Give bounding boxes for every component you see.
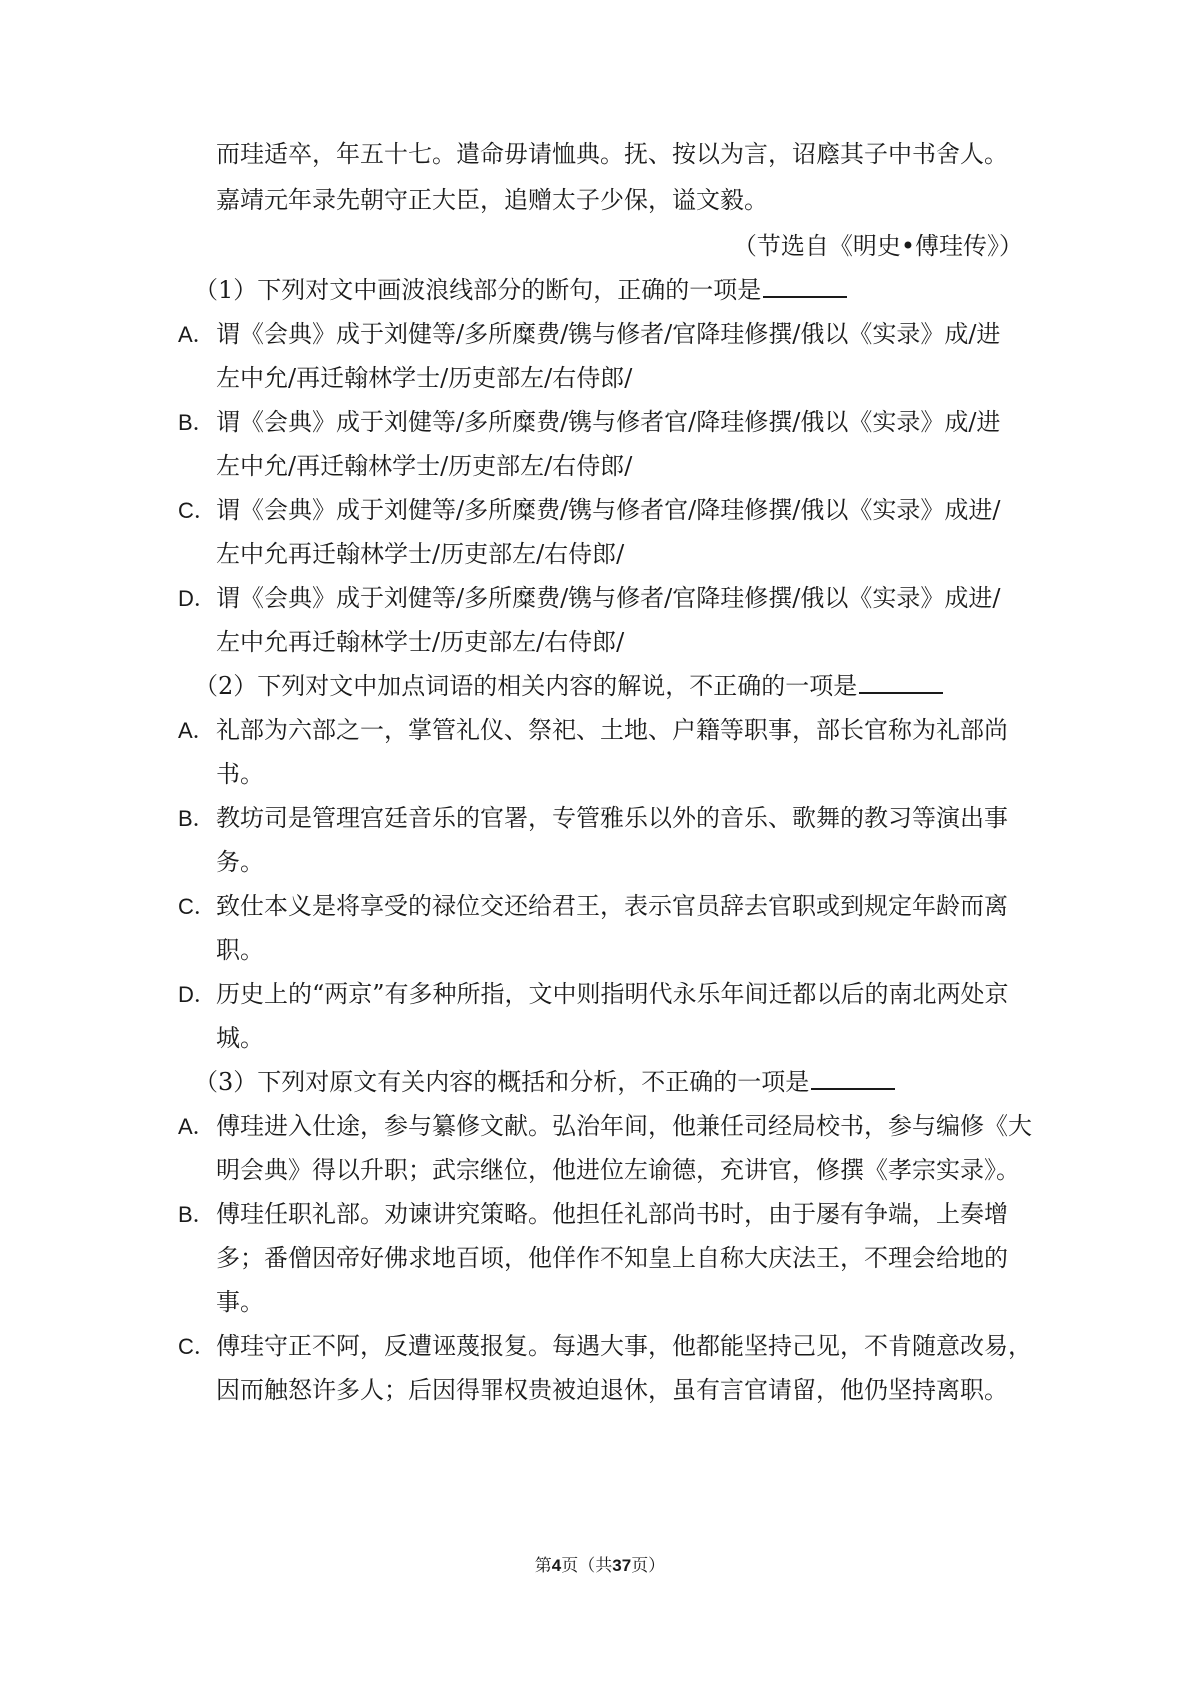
footer-middle: 页（共 [561,1556,613,1576]
option-continuation: 多；番僧因帝好佛求地百顷，他佯作不知皇上自称大庆法王，不理会给地的 [216,1244,1008,1272]
answer-blank [763,274,847,298]
option-continuation: 务。 [216,848,264,876]
option-continuation: 因而触怒许多人；后因得罪权贵被迫退休，虽有言官请留，他仍坚持离职。 [216,1376,1008,1404]
footer-suffix: 页） [631,1556,666,1576]
option-letter: C． [178,1334,216,1359]
q1-option-b [178,406,1000,439]
option-continuation: 事。 [216,1288,264,1316]
option-letter: A． [178,322,215,347]
question-2-stem [194,670,943,702]
option-continuation: 左中允/再迁翰林学士/历吏部左/右侍郎/ [216,364,633,392]
option-text: 历史上的“两京”有多种所指，文中则指明代永乐年间迁都以后的南北两处京 [216,980,1009,1008]
q2-option-c [178,890,1008,923]
q2-option-a [178,714,1008,747]
question-1-stem [194,274,847,306]
question-stem-text: （2）下列对文中加点词语的相关内容的解说，不正确的一项是 [194,672,858,700]
passage-line: 嘉靖元年录先朝守正大臣，追赠太子少保，谥文毅。 [216,186,768,214]
option-text: 傅珪守正不阿，反遭诬蔑报复。每遇大事，他都能坚持己见，不肯随意改易， [216,1332,1032,1360]
q1-option-c [178,494,1000,527]
option-text: 傅珪进入仕途，参与纂修文献。弘治年间，他兼任司经局校书，参与编修《大 [216,1112,1032,1140]
option-text: 礼部为六部之一，掌管礼仪、祭祀、土地、户籍等职事，部长官称为礼部尚 [216,716,1008,744]
footer-prefix: 第 [534,1556,552,1576]
total-pages: 37 [612,1556,632,1575]
option-letter: B． [178,806,215,831]
q3-option-c [178,1330,1032,1363]
option-letter: C． [178,894,216,919]
q3-option-b [178,1198,1008,1231]
q1-option-a [178,318,1000,351]
option-text: 教坊司是管理宫廷音乐的官署，专管雅乐以外的音乐、歌舞的教习等演出事 [216,804,1008,832]
page-footer [0,1554,1200,1578]
option-text: 谓《会典》成于刘健等/多所糜费/镌与修者/官降珪修撰/俄以《实录》成/进 [216,320,1001,348]
option-text: 傅珪任职礼部。劝谏讲究策略。他担任礼部尚书时，由于屡有争端，上奏增 [216,1200,1008,1228]
q1-option-d [178,582,1000,615]
passage-line: 而珪适卒，年五十七。遣命毋请恤典。抚、按以为言，诏廕其子中书舍人。 [216,140,1008,168]
option-letter: C． [178,498,216,523]
option-continuation: 书。 [216,760,264,788]
option-text: 谓《会典》成于刘健等/多所糜费/镌与修者官/降珪修撰/俄以《实录》成进/ [216,496,1001,524]
question-stem-text: （1）下列对文中画波浪线部分的断句，正确的一项是 [194,276,762,304]
page-number: 4 [551,1556,562,1575]
q3-option-a [178,1110,1032,1143]
option-continuation: 明会典》得以升职；武宗继位，他进位左谕德，充讲官，修撰《孝宗实录》。 [216,1156,1020,1184]
option-text: 谓《会典》成于刘健等/多所糜费/镌与修者官/降珪修撰/俄以《实录》成/进 [216,408,1001,436]
option-continuation: 城。 [216,1024,264,1052]
q2-option-b [178,802,1008,835]
option-continuation: 职。 [216,936,264,964]
option-text: 谓《会典》成于刘健等/多所糜费/镌与修者/官降珪修撰/俄以《实录》成进/ [216,584,1001,612]
option-letter: B． [178,410,215,435]
option-letter: A． [178,718,215,743]
option-continuation: 左中允再迁翰林学士/历吏部左/右侍郎/ [216,540,625,568]
option-continuation: 左中允/再迁翰林学士/历吏部左/右侍郎/ [216,452,633,480]
option-continuation: 左中允再迁翰林学士/历吏部左/右侍郎/ [216,628,625,656]
option-text: 致仕本义是将享受的禄位交还给君王，表示官员辞去官职或到规定年龄而离 [216,892,1008,920]
option-letter: D． [178,586,216,611]
option-letter: A． [178,1114,215,1139]
option-letter: D． [178,982,216,1007]
q2-option-d [178,978,1009,1011]
question-stem-text: （3）下列对原文有关内容的概括和分析，不正确的一项是 [194,1068,810,1096]
question-3-stem [194,1066,895,1098]
answer-blank [811,1066,895,1090]
option-letter: B． [178,1202,215,1227]
answer-blank [859,670,943,694]
passage-source: （节选自《明史•傅珪传》） [732,232,1023,260]
